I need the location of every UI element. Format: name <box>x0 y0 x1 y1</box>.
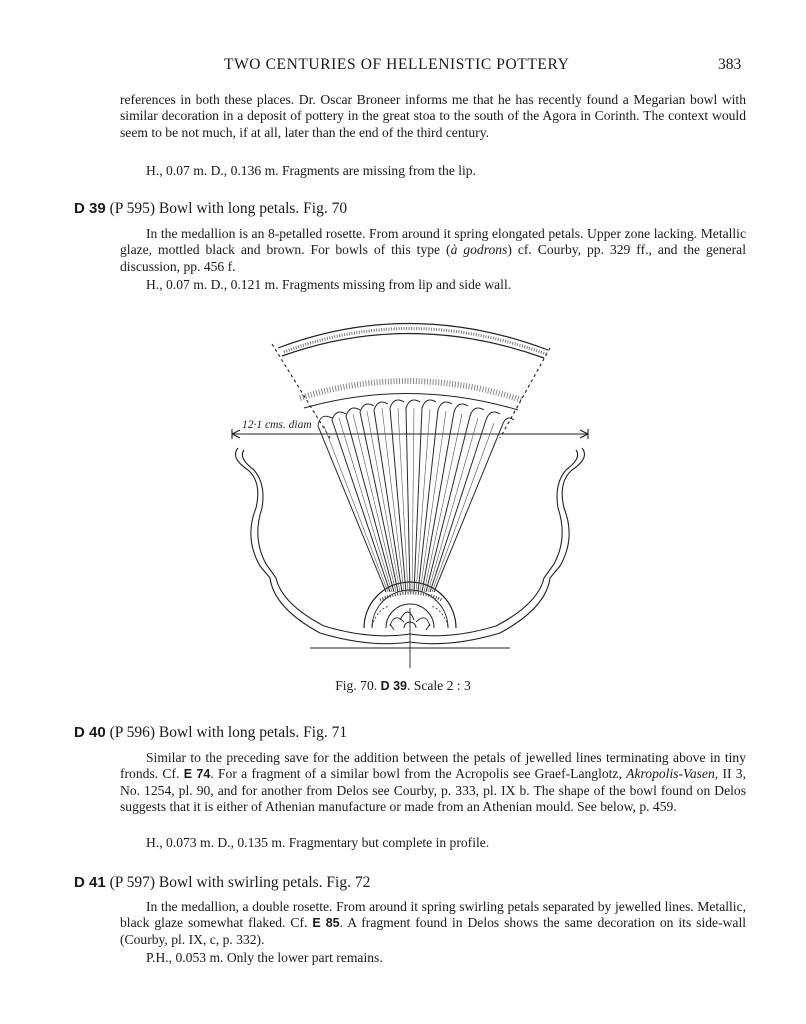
desc-text: In the medallion, a double rosette. From around it spring swirling petals separated by jewelled lines. Metallic, black glaze somewhat flaked. Cf. <box>120 899 746 931</box>
running-title: TWO CENTURIES OF HELLENISTIC POTTERY <box>224 56 570 73</box>
desc-text: Similar to the preceding save for the addition between the petals of jewelled lines terminating above in tiny fronds. Cf. <box>120 750 746 782</box>
diameter-label: 12·1 cms. diam <box>242 419 312 431</box>
desc-text: . A fragment found in Delos shows the same decoration on its side-wall (Courby, pl. IX, c, p. 332). <box>120 915 747 947</box>
caption-scale: Scale 2 : 3 <box>413 678 471 693</box>
page-number: 383 <box>718 56 742 73</box>
entry-title: (P 595) Bowl with long petals. Fig. 70 <box>109 200 348 217</box>
caption-prefix: Fig. 70. <box>335 678 378 693</box>
entry-measurements-d40: H., 0.073 m. D., 0.135 m. Fragmentary but complete in profile. <box>146 835 490 850</box>
entry-description-d39 <box>120 226 746 275</box>
desc-ref: E 85 <box>312 916 340 931</box>
figure-caption: Fig. 70. D 39. Scale 2 : 3 <box>335 678 471 693</box>
entry-description-d41 <box>120 899 746 948</box>
desc-italic: Akropolis-Vasen <box>626 766 715 782</box>
entry-measurements-d41: P.H., 0.053 m. Only the lower part remains. <box>146 950 383 965</box>
entry-heading-d39 <box>74 200 347 218</box>
intro-measurements: H., 0.07 m. D., 0.136 m. Fragments are missing from the lip. <box>146 163 476 178</box>
desc-text: , II 3, No. 1254, pl. 90, and for another from Delos see Courby, p. 333, pl. IX b. The shape of the bowl found on Delos suggests that it is either of Athenian manufacture or made from an Athenian mould. See below, p. 459. <box>120 766 746 815</box>
desc-italic: à godrons <box>450 242 508 258</box>
entry-heading-d41 <box>74 874 370 892</box>
desc-text: In the medallion is an 8-petalled rosette. From around it spring elongated petals. Upper zone lacking. Metallic glaze, mottled black and brown. For bowls of this type ( <box>120 226 746 258</box>
entry-number: D 39 <box>74 200 106 217</box>
desc-text: . For a fragment of a similar bowl from the Acropolis see Graef-Langlotz, <box>210 766 627 782</box>
entry-number: D 40 <box>74 724 106 741</box>
entry-title: (P 597) Bowl with swirling petals. Fig. 72 <box>109 874 371 891</box>
intro-paragraph: references in both these places. Dr. Oscar Broneer informs me that he has recently found a Megarian bowl with similar decoration in a deposit of pottery in the great stoa to the south of the Agora in Corinth. The context would seem to be not much, if at all, later than the end of the third century. <box>120 92 746 140</box>
entry-heading-d40 <box>74 724 347 742</box>
entry-title: (P 596) Bowl with long petals. Fig. 71 <box>109 724 348 741</box>
entry-number: D 41 <box>74 874 106 891</box>
entry-measurements-d39: H., 0.07 m. D., 0.121 m. Fragments missing from lip and side wall. <box>146 277 512 292</box>
running-header <box>0 56 806 78</box>
entry-description-d40 <box>120 750 746 816</box>
caption-ref: D 39 <box>380 679 407 693</box>
desc-text: ) cf. Courby, pp. 329 ff., and the general discussion, pp. 456 f. <box>120 242 746 274</box>
desc-ref: E 74 <box>183 767 211 782</box>
figure-70-drawing <box>200 308 620 674</box>
